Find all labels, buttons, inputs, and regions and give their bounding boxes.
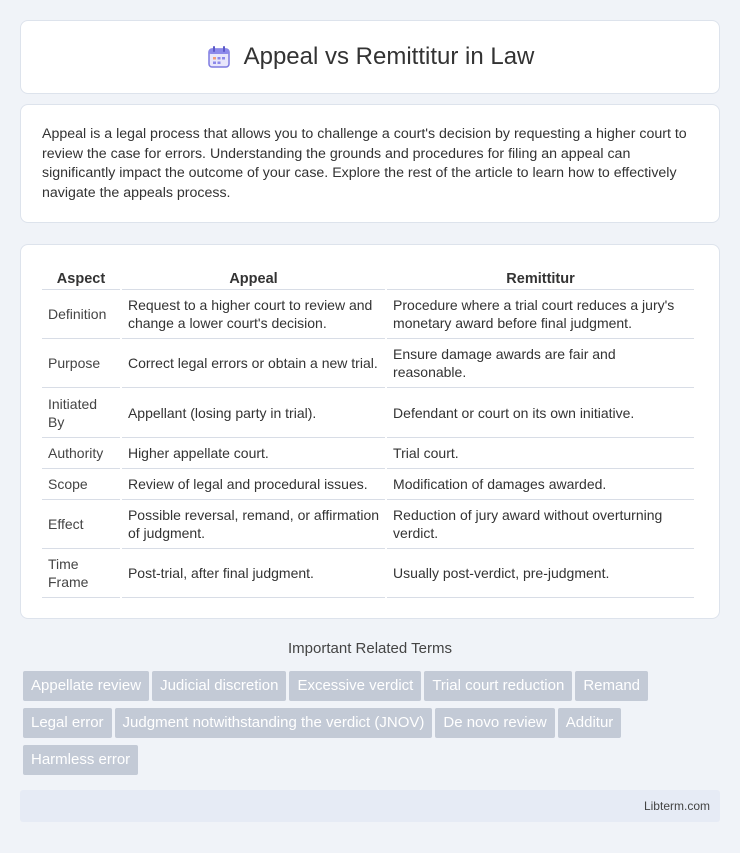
table-cell-aspect: Time Frame [42,549,120,598]
related-term-tag[interactable]: Trial court reduction [424,671,572,701]
column-header: Remittitur [387,264,694,290]
calendar-icon [206,44,232,70]
table-cell-remittitur: Reduction of jury award without overturning verdict. [387,500,694,549]
related-terms-title: Important Related Terms [288,640,452,657]
table-cell-remittitur: Usually post-verdict, pre-judgment. [387,549,694,598]
table-row [42,388,694,438]
table-cell-remittitur: Trial court. [387,438,694,469]
column-header: Appeal [122,264,385,290]
table-cell-aspect: Scope [42,469,120,500]
related-term-tag[interactable]: Appellate review [23,671,149,701]
table-cell-appeal: Appellant (losing party in trial). [122,388,385,438]
column-header: Aspect [42,264,120,290]
table-cell-remittitur: Ensure damage awards are fair and reasonable. [387,339,694,388]
comparison-table-card [20,244,720,619]
intro-card [20,104,720,223]
table-header-row [42,264,694,290]
table-cell-aspect: Definition [42,290,120,339]
table-row [42,339,694,388]
table-row [42,469,694,500]
table-row [42,500,694,549]
table-cell-appeal: Correct legal errors or obtain a new trial. [122,339,385,388]
table-cell-remittitur: Defendant or court on its own initiative. [387,388,694,438]
intro-text: Appeal is a legal process that allows you to challenge a court's decision by requesting a higher court to review the case for errors. Understanding the grounds and procedures for filing an appeal can significantly impact the outcome of your case. Explore the rest of the article to learn how to effectively navigate the appeals process. [42,126,687,201]
related-term-tag[interactable]: Additur [558,708,622,738]
table-cell-remittitur: Modification of damages awarded. [387,469,694,500]
related-term-tag[interactable]: Excessive verdict [289,671,421,701]
related-term-tag[interactable]: Judicial discretion [152,671,286,701]
table-row [42,549,694,598]
footer-site-link[interactable]: Libterm.com [643,799,710,813]
related-term-tag[interactable]: Remand [575,671,648,701]
table-cell-appeal: Review of legal and procedural issues. [122,469,385,500]
footer [20,790,720,822]
related-term-tag[interactable]: Harmless error [23,745,138,775]
table-cell-aspect: Purpose [42,339,120,388]
table-cell-remittitur: Procedure where a trial court reduces a jury's monetary award before final judgment. [387,290,694,339]
related-term-tag[interactable]: Legal error [23,708,112,738]
table-cell-appeal: Possible reversal, remand, or affirmation of judgment. [122,500,385,549]
table-cell-aspect: Initiated By [42,388,120,438]
table-row [42,438,694,469]
related-term-tag[interactable]: Judgment notwithstanding the verdict (JNOV) [115,708,433,738]
table-row [42,290,694,339]
related-terms-tags [23,671,723,782]
table-cell-appeal: Request to a higher court to review and change a lower court's decision. [122,290,385,339]
related-term-tag[interactable]: De novo review [435,708,554,738]
table-cell-aspect: Effect [42,500,120,549]
title-card [20,20,720,94]
table-cell-appeal: Higher appellate court. [122,438,385,469]
table-cell-aspect: Authority [42,438,120,469]
table-cell-appeal: Post-trial, after final judgment. [122,549,385,598]
page-title: Appeal vs Remittitur in Law [243,43,535,70]
comparison-table [40,264,696,598]
